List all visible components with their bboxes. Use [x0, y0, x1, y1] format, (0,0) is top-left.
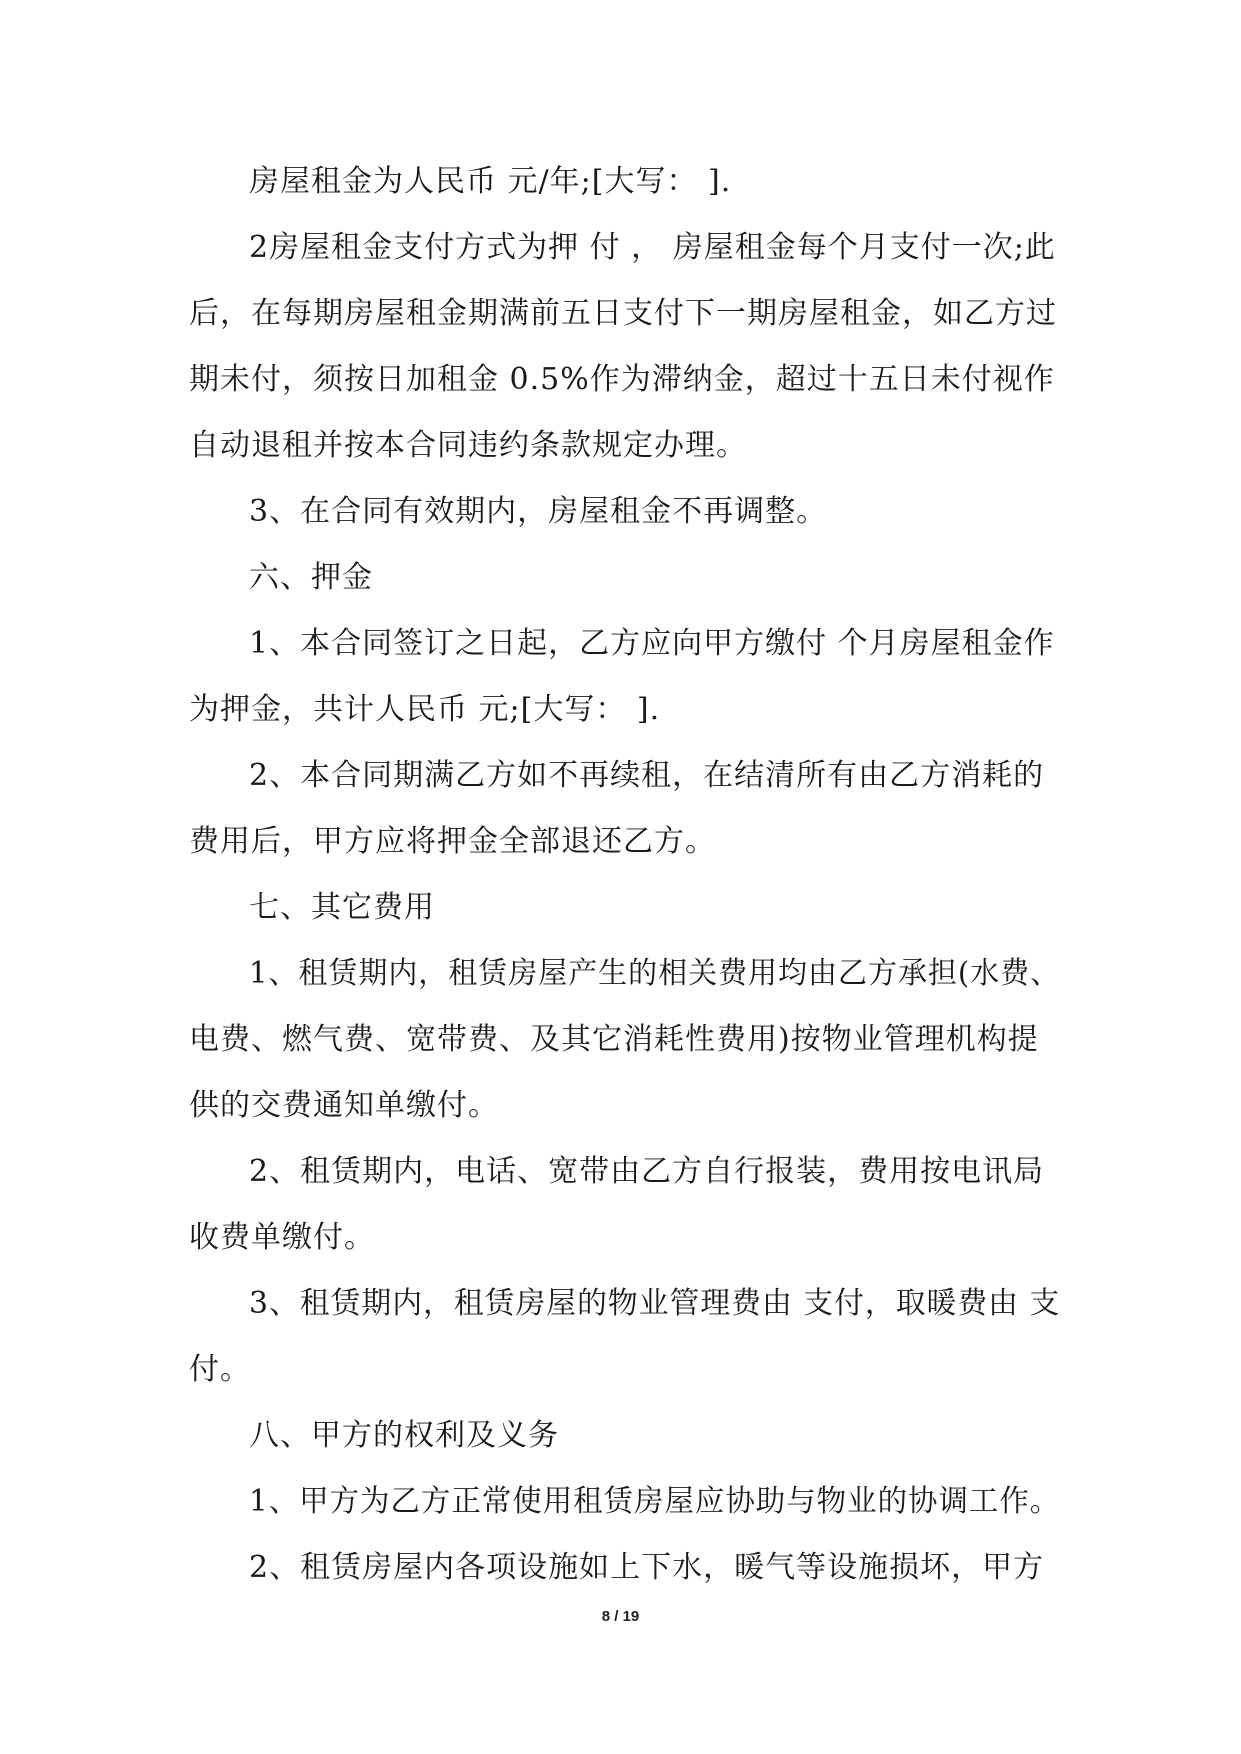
- text-line: 为押金，共计人民币 元;[大写： ].: [189, 692, 661, 727]
- text-line: 2、本合同期满乙方如不再续租，在结清所有由乙方消耗的: [249, 758, 1045, 793]
- text-line: 2、租赁期内，电话、宽带由乙方自行报装，费用按电讯局: [249, 1154, 1045, 1189]
- section-heading: 六、押金: [249, 560, 373, 595]
- text-line: 房屋租金为人民币 元/年;[大写： ].: [249, 164, 732, 199]
- section-heading: 七、其它费用: [249, 890, 435, 925]
- page-number: 8 / 19: [601, 1608, 640, 1625]
- text-line: 费用后，甲方应将押金全部退还乙方。: [189, 824, 716, 859]
- text-line: 收费单缴付。: [189, 1220, 375, 1255]
- text-line: 期未付，须按日加租金 0.5%作为滞纳金，超过十五日未付视作: [189, 362, 1055, 397]
- text-line: 1、甲方为乙方正常使用租赁房屋应协助与物业的协调工作。: [249, 1484, 1061, 1519]
- text-line: 付。: [189, 1352, 251, 1387]
- text-line: 自动退租并按本合同违约条款规定办理。: [189, 428, 747, 463]
- text-line: 1、租赁期内，租赁房屋产生的相关费用均由乙方承担(水费、: [249, 956, 1061, 991]
- text-line: 供的交费通知单缴付。: [189, 1088, 499, 1123]
- text-line: 电费、燃气费、宽带费、及其它消耗性费用)按物业管理机构提: [189, 1022, 1039, 1057]
- text-line: 3、租赁期内，租赁房屋的物业管理费由 支付，取暖费由 支: [249, 1286, 1061, 1321]
- text-line: 后，在每期房屋租金期满前五日支付下一期房屋租金，如乙方过: [189, 296, 1057, 331]
- text-line: 3、在合同有效期内，房屋租金不再调整。: [249, 494, 828, 529]
- text-line: 2、租赁房屋内各项设施如上下水，暖气等设施损坏，甲方: [249, 1550, 1045, 1585]
- text-line: 2房屋租金支付方式为押 付 ， 房屋租金每个月支付一次;此: [249, 230, 1056, 265]
- text-line: 1、本合同签订之日起，乙方应向甲方缴付 个月房屋租金作: [249, 626, 1055, 661]
- section-heading: 八、甲方的权利及义务: [249, 1418, 559, 1453]
